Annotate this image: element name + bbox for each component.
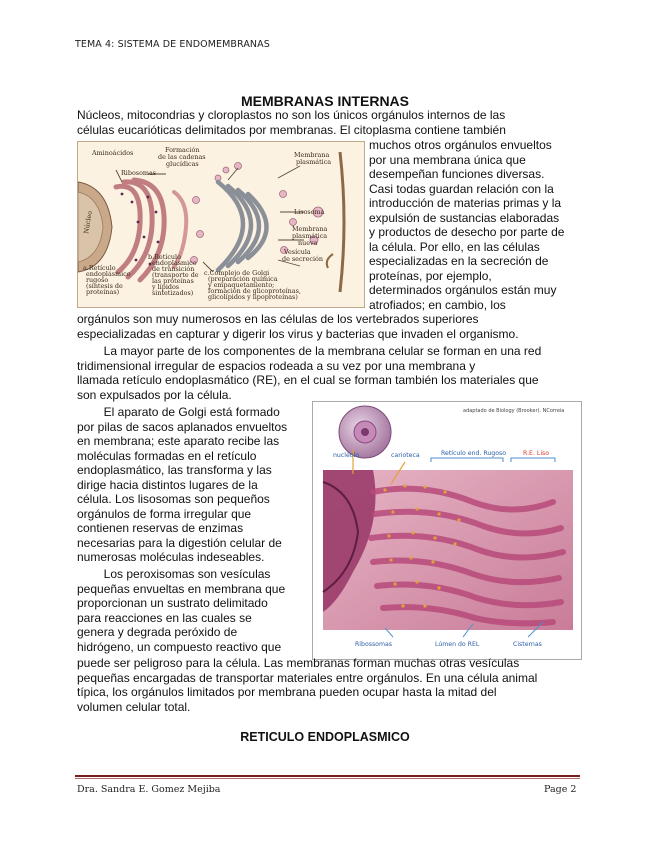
text-line: volumen celular total.	[77, 699, 191, 714]
label-aminoacidos: Aminoácidos	[92, 149, 134, 157]
footer-divider	[75, 775, 580, 777]
text-line: pequeñas envueltas en membrana que	[77, 581, 286, 596]
section-title-reticulo: RETICULO ENDOPLASMICO	[240, 730, 410, 744]
text-line: proporcionan un sustrato delimitado	[77, 596, 268, 610]
text-line: y productos de desecho por parte de	[369, 225, 565, 239]
text-line: pequeñas encargadas de transportar materiales entre orgánulos. En una célula animal	[77, 670, 538, 685]
label-carioteca: carioteca	[391, 452, 420, 459]
text-line: puede ser peligroso para la célula. Las membranas forman muchas otras vesículas	[77, 656, 520, 670]
label-membrana-nueva: plasmática	[292, 232, 328, 240]
label-nucleolo: nucléolo	[333, 452, 360, 459]
label-reticulo-transicion: de transición	[152, 265, 195, 273]
secretion-pathway-figure	[77, 141, 365, 308]
text-line: orgánulos de forma irregular que	[77, 506, 252, 521]
label-reticulo-rugoso: a.Retículo	[83, 264, 116, 272]
text-line: tridimensional irregular de espacios rodeada a su vez por una membrana y	[77, 358, 476, 373]
label-reticulo-rugoso: Retículo end. Rugoso	[441, 450, 507, 457]
label-nucleo: Núcleo	[82, 210, 94, 235]
label-reticulo-transicion: b.Retículo	[148, 253, 181, 261]
section-title: MEMBRANAS INTERNAS	[241, 93, 409, 109]
label-lisosoma: Lisosoma	[294, 208, 325, 216]
text-line: la célula. Por ello, en las células	[369, 239, 540, 254]
text-line: por una membrana única que	[369, 152, 526, 167]
text-line: endoplasmático, las transforma y las	[77, 463, 272, 477]
text-line: para reacciones en las cuales se	[77, 610, 252, 625]
label-membrana: plasmática	[296, 158, 332, 166]
text-line: especializadas en capturar y digerir los virus y bacterias que invaden el organismo.	[77, 326, 519, 341]
label-vesicula: de secreción	[282, 255, 323, 263]
text-line: determinados orgánulos están muy	[369, 283, 557, 297]
text-line: introducción de materias primas y la	[369, 196, 562, 210]
text-line: en membrana; este aparato recibe las	[77, 434, 280, 448]
label-formacion: de las cadenas	[158, 153, 206, 161]
label-reticulo-rugoso: endoplásmico	[86, 270, 131, 278]
label-membrana-nueva: Membrana	[292, 225, 328, 233]
text-line: atrofiados; en cambio, los	[369, 297, 506, 312]
text-line: Núcleos, mitocondrias y cloroplastos no son los únicos orgánulos internos de las	[77, 108, 506, 122]
text-line: El aparato de Golgi está formado	[77, 405, 280, 419]
label-reticulo-transicion: y lípidos	[152, 283, 180, 291]
text-line: muchos otros orgánulos envueltos	[369, 138, 552, 152]
label-ribosomas: Ribosomas	[121, 169, 157, 177]
figure-credit: adaptado de Biology (Brooker). NCorreia	[463, 408, 565, 414]
footer-page-number: Page 2	[544, 784, 577, 795]
label-golgi: formación de glicoproteínas,	[208, 287, 301, 295]
text-line: célula. Los lisosomas son pequeños	[77, 492, 270, 506]
text-line: orgánulos son muy numerosos en las células de los vertebrados superiores	[77, 312, 479, 326]
label-golgi: glicolípidos y lipoproteínas)	[208, 293, 298, 301]
label-vesicula: Vesícula	[284, 248, 311, 256]
label-formacion: glucídicas	[166, 160, 199, 168]
text-line: expulsión de sustancias elaboradas	[369, 210, 560, 225]
text-line: numerosas moléculas indeseables.	[77, 550, 265, 564]
label-reticulo-rugoso: rugoso	[86, 276, 109, 284]
text-line: proteínas, por ejemplo,	[369, 268, 492, 283]
label-formacion: Formación	[165, 146, 200, 154]
label-golgi: y empaquetamiento;	[208, 281, 275, 289]
label-ribossomas: Ribossomas	[355, 641, 393, 648]
text-line: típica, los orgánulos limitados por membrana pueden ocupar hasta la mitad del	[77, 685, 497, 699]
endoplasmic-reticulum-figure	[312, 401, 582, 660]
label-golgi: (preparación química	[208, 275, 278, 283]
label-reticulo-transicion: (transporte de	[152, 271, 199, 279]
text-line: hidrógeno, un compuesto reactivo que	[77, 639, 282, 654]
label-cisternas: Cisternas	[513, 641, 542, 648]
text-line: moléculas formadas en el retículo	[77, 448, 257, 463]
text-line: células eucarióticas delimitados por membranas. El citoplasma contiene también	[77, 123, 506, 137]
label-reticulo-rugoso: proteínas)	[86, 288, 120, 296]
text-line: dirige hacia distintos lugares de la	[77, 477, 258, 492]
label-membrana: Membrana	[294, 151, 330, 159]
footer-author: Dra. Sandra E. Gomez Mejiba	[77, 784, 221, 795]
text-line: llamada retículo endoplasmático (RE), en el cual se forman también los materiales que	[77, 373, 539, 387]
text-line: genera y degrada peróxido de	[77, 625, 238, 639]
footer-divider-thin	[75, 778, 580, 779]
page-header: TEMA 4: SISTEMA DE ENDOMEMBRANAS	[75, 39, 270, 50]
text-line: especializadas en la secreción de	[369, 254, 549, 268]
label-golgi: c.Complejo de Golgi	[204, 269, 270, 277]
text-line: La mayor parte de los componentes de la membrana celular se forman en una red	[77, 344, 542, 358]
text-line: desempeñan funciones diversas.	[369, 167, 545, 181]
label-membrana-nueva: nueva	[298, 239, 318, 247]
label-reticulo-transicion: sintetizados)	[152, 289, 194, 297]
label-lumen: Lúmen do REL	[435, 641, 480, 648]
er-illustration	[313, 402, 581, 659]
label-re-liso: R.E. Liso	[523, 450, 550, 457]
text-line: Casi todas guardan relación con la	[369, 181, 554, 196]
label-reticulo-transicion: endoplásmico	[152, 259, 197, 267]
text-line: Los peroxisomas son vesículas	[77, 567, 271, 581]
text-line: necesarias para la digestión celular de	[77, 535, 282, 550]
text-line: por pilas de sacos aplanados envueltos	[77, 419, 288, 434]
secretion-diagram	[78, 142, 364, 307]
text-line: contienen reservas de enzimas	[77, 521, 244, 535]
text-line: son expulsados por la célula.	[77, 387, 232, 402]
label-reticulo-rugoso: (síntesis de	[86, 282, 123, 290]
label-reticulo-transicion: las proteínas	[152, 277, 194, 285]
